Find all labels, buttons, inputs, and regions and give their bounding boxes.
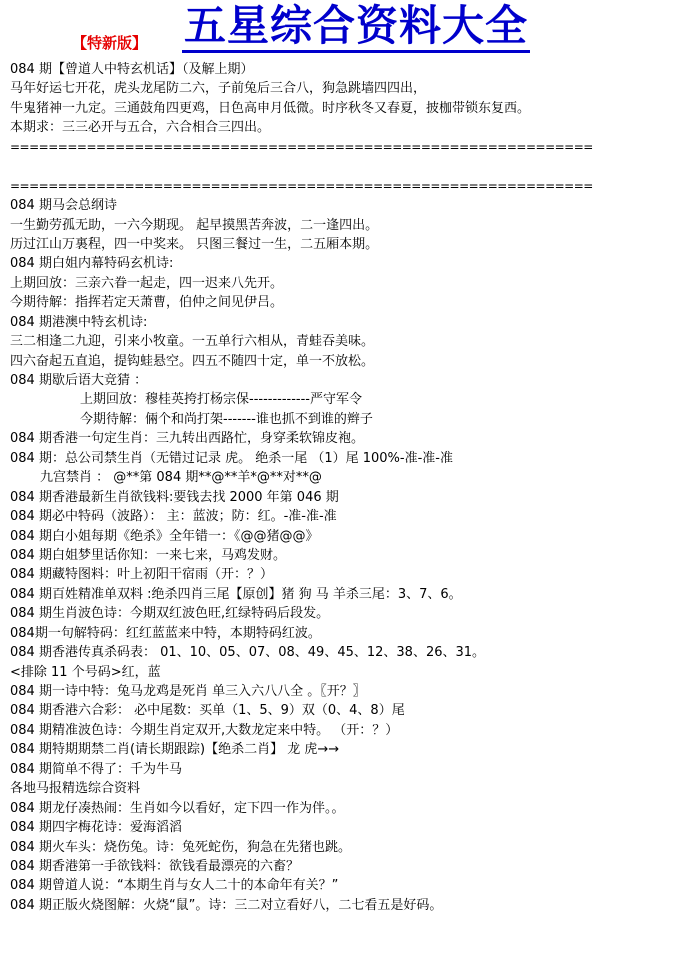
- text-line: 084 期香港最新生肖欲钱料:要钱去找 2000 年第 046 期: [10, 489, 339, 505]
- text-line: 084 期藏特图料：叶上初阳干宿雨（开：？）: [10, 567, 273, 583]
- text-line: 084 期必中特码（波路）： 主：蓝波；防：红。-准-准-准: [10, 509, 337, 525]
- text-line: 084 期四字梅花诗：爱海滔滔: [10, 820, 182, 836]
- text-line: 084 期龙仔凑热闹：生肖如今以看好，定下四一作为伴。。: [10, 800, 345, 816]
- text-line: 084 期生肖波色诗：今期双红波色旺,红绿特码后段发。: [10, 606, 330, 622]
- text-line: 084 期香港传真杀码表： 01、10、05、07、08、49、45、12、38、26、31。: [10, 645, 486, 661]
- edition-badge: 【特新版】: [72, 34, 148, 52]
- text-line: 084 期香港一句定生肖：三九转出西路忙，身穿柔软锦皮袍。: [10, 431, 364, 447]
- text-line: 084 期特期期禁二肖(请长期跟踪)【绝杀二肖】 龙 虎→→: [10, 742, 340, 758]
- text-line: 一生勤劳孤无助，一六今期现。 起早摸黑苦奔波，二一逢四出。: [10, 217, 379, 233]
- text-line: <排除 11 个号码>红，蓝: [10, 664, 161, 680]
- text-line: 084 期正版火烧图解：火烧“鼠”。诗：三二对立看好八，二七看五是好码。: [10, 897, 443, 913]
- text-line: 今期待解：指挥若定天萧曹，伯仲之间见伊吕。: [10, 295, 284, 311]
- separator-line: =============================================================: [10, 178, 593, 193]
- text-line: 084 期【曾道人中特玄机话】（及解上期）: [10, 62, 254, 77]
- text-line: 084 期香港第一手欲钱料：欲钱看最漂亮的六畜？: [10, 858, 299, 874]
- text-line: 084期一句解特码：红红蓝蓝来中特，本期特码红波。: [10, 625, 321, 641]
- text-line: 本期求：三三必开与五合，六合相合三四出。: [10, 120, 271, 136]
- page-header: [0, 0, 679, 58]
- text-line: 084 期曾道人说：“本期生肖与女人二十的本命年有关？”: [10, 878, 339, 894]
- text-line: 084 期歇后语大竞猜 ：: [10, 373, 148, 388]
- text-line: 084 期一诗中特：兔马龙鸡是死肖 单三入六八八全 。〖开？〗: [10, 684, 366, 699]
- text-line: 历过江山万裏程，四一中奖来。 只图三餐过一生，二五厢本期。: [10, 236, 379, 252]
- text-line: 084 期简单不得了：千为牛马: [10, 761, 182, 777]
- page-title: 五星综合资料大全: [182, 2, 530, 53]
- text-line: 084 期马会总纲诗: [10, 198, 117, 214]
- text-line: 084 期白小姐每期《绝杀》全年错一：《@@猪@@》: [10, 528, 319, 544]
- text-line: 上期回放：穆桂英挎打杨宗保-------------严守军令: [80, 392, 362, 408]
- text-line: 084 期香港六合彩： 必中尾数：买单（1、5、9）双（0、4、8）尾: [10, 703, 405, 719]
- text-line: 084 期白姐内幕特码玄机诗:: [10, 256, 174, 272]
- document-body: [10, 60, 675, 915]
- text-line: 今期待解：倆个和尚打架-------谁也抓不到谁的辫子: [80, 411, 373, 427]
- blank-line: [10, 157, 675, 176]
- text-line: 上期回放：三亲六眷一起走，四一迟来八先开。: [10, 275, 284, 291]
- text-line: 084 期百姓精准单双料 :绝杀四肖三尾【原创】猪 狗 马 羊杀三尾：3、7、6。: [10, 586, 462, 602]
- text-line: 084 期：总公司禁生肖（无错过记录 虎。 绝杀一尾 （1）尾 100%-准-准-准: [10, 450, 453, 466]
- text-line: 084 期港澳中特玄机诗:: [10, 314, 148, 330]
- text-line: 四六奋起五直追，提钩蛙悬空。四五不随四十定，单一不放松。: [10, 353, 375, 369]
- text-line: 084 期精准波色诗：今期生肖定双开,大数龙定来中特。 （开：？）: [10, 722, 399, 738]
- text-line: 牛鬼猪神一九定。三通鼓角四更鸡，日色高申月低微。时序秋冬又春夏，披枷带锁东复西。: [10, 100, 531, 116]
- text-line: 九宫禁肖 ： @**第 084 期**@**羊*@**对**@: [40, 470, 322, 486]
- separator-line: =============================================================: [10, 139, 593, 154]
- text-line: 084 期火车头：烧伤兔。诗：兔死蛇伤，狗急在先猪也跳。: [10, 839, 351, 855]
- text-line: 各地马报精选综合资料: [10, 781, 141, 797]
- text-line: 084 期白姐梦里话你知：一来七来，马鸡发财。: [10, 547, 286, 563]
- text-line: 马年好运七开花，虎头龙尾防二六，子前兔后三合八，狗急跳墙四四出，: [10, 81, 427, 97]
- text-line: 三二相逢二九迎，引来小牧童。一五单行六相从，青蛙吞美味。: [10, 334, 375, 350]
